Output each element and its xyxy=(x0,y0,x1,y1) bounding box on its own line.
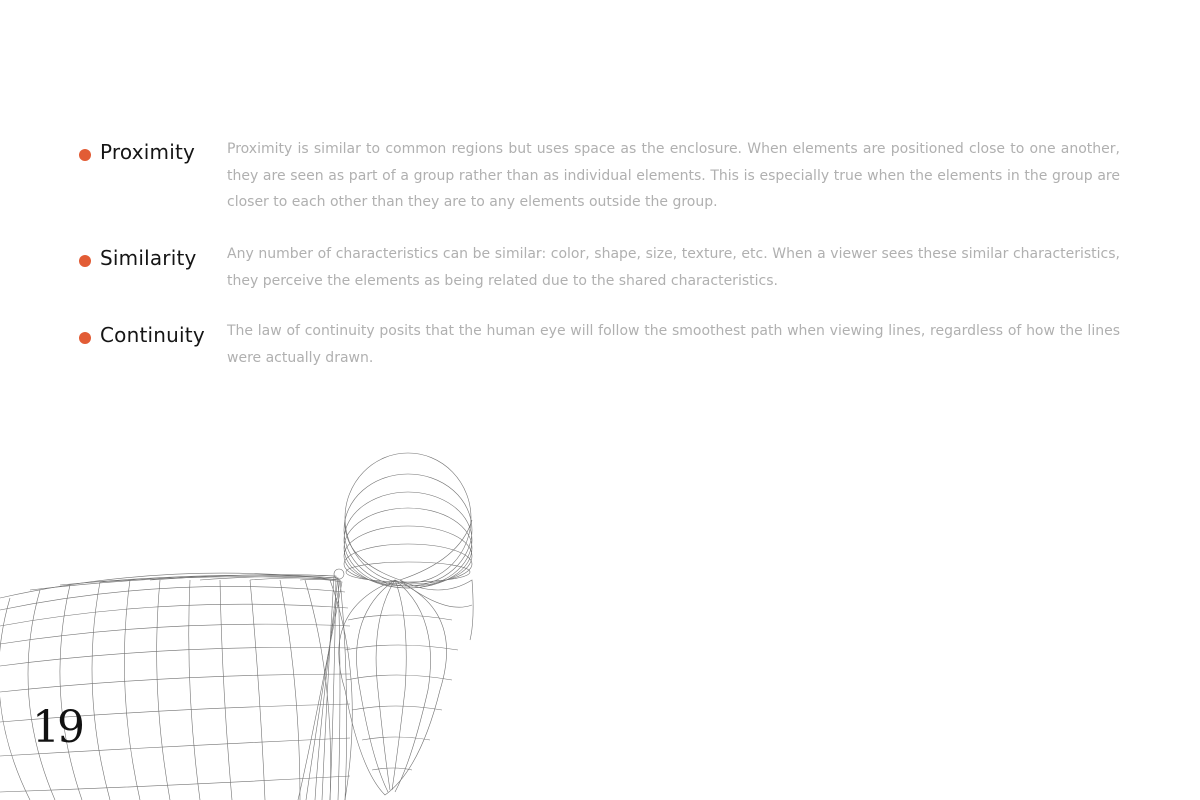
principle-description: The law of continuity posits that the human eye will follow the smoothest path when viewing lines, regardless of how the lines were actually drawn. xyxy=(227,323,1120,366)
sphere-meridians xyxy=(0,580,352,800)
bullet-dot-icon xyxy=(79,255,91,267)
sweep-lines xyxy=(30,575,347,800)
drop-shape xyxy=(339,580,473,795)
sphere-latitudes xyxy=(0,573,350,792)
page-number: 19 xyxy=(32,702,82,753)
bullet-dot-icon xyxy=(79,332,91,344)
bullet-dot-icon xyxy=(79,149,91,161)
principle-term: Similarity xyxy=(100,246,197,270)
principle-description: Proximity is similar to common regions but uses space as the enclosure. When elements are positioned close to one another, they are seen as part of a group rather than as individual elements. This is especially true when the elements in the group are closer to each other than they are to any elements outside the group. xyxy=(227,141,1120,210)
tower-rings xyxy=(344,453,472,588)
pinch-point xyxy=(334,569,344,579)
principle-term: Proximity xyxy=(100,140,196,164)
principle-term: Continuity xyxy=(100,323,205,347)
principle-description: Any number of characteristics can be similar: color, shape, size, texture, etc. When a viewer sees these similar characteristics, they perceive the elements as being related due to the shared characteristics. xyxy=(227,246,1120,289)
